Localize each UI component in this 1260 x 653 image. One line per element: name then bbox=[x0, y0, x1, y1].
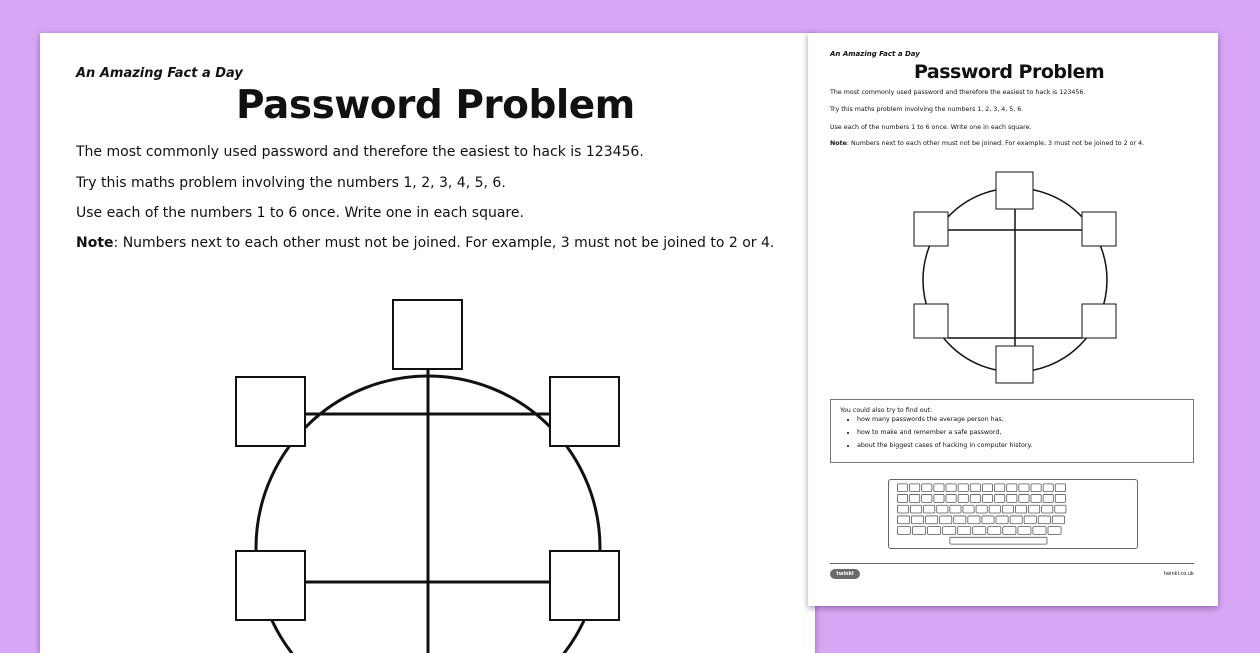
paragraph-instructions: Use each of the numbers 1 to 6 once. Write one in each square. bbox=[76, 205, 524, 221]
keyboard-key bbox=[1052, 516, 1064, 524]
footer-divider bbox=[830, 563, 1194, 564]
paragraph-note bbox=[76, 235, 774, 251]
keyboard-key bbox=[934, 484, 944, 492]
answer-square-top-small bbox=[996, 172, 1033, 209]
keyboard-key bbox=[982, 516, 994, 524]
keyboard-key bbox=[912, 527, 925, 535]
paragraph-maths-problem-small: Try this maths problem involving the numbers 1, 2, 3, 4, 5, 6. bbox=[830, 106, 1024, 113]
page-title: Password Problem bbox=[236, 83, 635, 128]
keyboard-key bbox=[976, 505, 987, 513]
keyboard-key bbox=[897, 495, 907, 503]
keyboard-key bbox=[897, 516, 909, 524]
keyboard-illustration bbox=[888, 479, 1138, 549]
paragraph-password-fact-small: The most commonly used password and therefore the easiest to hack is 123456. bbox=[830, 89, 1086, 96]
paragraph-instructions-small: Use each of the numbers 1 to 6 once. Write one in each square. bbox=[830, 124, 1032, 131]
keyboard-key bbox=[1055, 505, 1066, 513]
footer-website: twinkl.co.uk bbox=[1164, 571, 1194, 577]
keyboard-key bbox=[995, 484, 1005, 492]
answer-square-upper-right-small bbox=[1082, 212, 1116, 246]
keyboard-key bbox=[995, 495, 1005, 503]
keyboard-key bbox=[910, 484, 920, 492]
extension-item: • about the biggest cases of hacking in computer history. bbox=[857, 442, 1032, 449]
answer-square-lower-left bbox=[236, 551, 305, 620]
keyboard-key bbox=[1002, 505, 1013, 513]
keyboard-key bbox=[946, 495, 956, 503]
keyboard-key bbox=[958, 527, 971, 535]
keyboard-key bbox=[934, 495, 944, 503]
paragraph-note-small bbox=[830, 140, 1144, 147]
keyboard-key bbox=[911, 516, 923, 524]
keyboard-key bbox=[989, 505, 1000, 513]
keyboard-key bbox=[1010, 516, 1022, 524]
puzzle-diagram-small bbox=[912, 170, 1118, 386]
keyboard-key bbox=[1024, 516, 1036, 524]
keyboard-key bbox=[982, 495, 992, 503]
keyboard-key bbox=[950, 505, 961, 513]
note-text-small: : Numbers next to each other must not be joined. For example, 3 must not be joined to 2 or 4. bbox=[846, 140, 1145, 147]
keyboard-spacebar bbox=[950, 537, 1047, 544]
answer-square-lower-right-small bbox=[1082, 304, 1116, 338]
puzzle-diagram-large bbox=[230, 296, 620, 653]
keyboard-key bbox=[1015, 505, 1026, 513]
keyboard-key bbox=[943, 527, 956, 535]
keyboard-key bbox=[958, 495, 968, 503]
keyboard-key bbox=[1007, 484, 1017, 492]
keyboard-key bbox=[928, 527, 941, 535]
keyboard-key bbox=[1007, 495, 1017, 503]
worksheet-page-large bbox=[40, 33, 815, 653]
keyboard-key bbox=[1018, 527, 1031, 535]
keyboard-key bbox=[968, 516, 980, 524]
answer-square-upper-left-small bbox=[914, 212, 948, 246]
keyboard-key bbox=[1043, 495, 1053, 503]
keyboard-key bbox=[897, 527, 910, 535]
keyboard-key bbox=[937, 505, 948, 513]
keyboard-key bbox=[922, 495, 932, 503]
keyboard-key bbox=[963, 505, 974, 513]
keyboard-key bbox=[954, 516, 966, 524]
keyboard-key bbox=[1029, 505, 1040, 513]
answer-square-lower-left-small bbox=[914, 304, 948, 338]
keyboard-key bbox=[988, 527, 1001, 535]
keyboard-key bbox=[982, 484, 992, 492]
keyboard-key bbox=[1033, 527, 1046, 535]
paragraph-password-fact: The most commonly used password and therefore the easiest to hack is 123456. bbox=[76, 144, 644, 160]
keyboard-key bbox=[1055, 484, 1065, 492]
extension-list bbox=[847, 416, 1032, 455]
extension-intro: You could also try to find out: bbox=[840, 407, 933, 414]
keyboard-key bbox=[922, 484, 932, 492]
keyboard-key bbox=[940, 516, 952, 524]
page-title-small: Password Problem bbox=[914, 61, 1105, 83]
keyboard-key bbox=[1048, 527, 1061, 535]
keyboard-key bbox=[911, 505, 922, 513]
keyboard-key bbox=[996, 516, 1008, 524]
keyboard-key bbox=[897, 505, 908, 513]
note-text: : Numbers next to each other must not be joined. For example, 3 must not be joined to 2 or 4. bbox=[113, 235, 775, 251]
keyboard-key bbox=[970, 495, 980, 503]
worksheet-page-thumbnail bbox=[808, 33, 1218, 606]
keyboard-key bbox=[897, 484, 907, 492]
answer-square-upper-left bbox=[236, 377, 305, 446]
answer-square-bottom-small bbox=[996, 346, 1033, 383]
keyboard-key bbox=[1042, 505, 1053, 513]
keyboard-key bbox=[1031, 495, 1041, 503]
note-label-small: Note bbox=[830, 140, 847, 147]
keyboard-key bbox=[1038, 516, 1050, 524]
keyboard-key bbox=[946, 484, 956, 492]
extension-item: • how many passwords the average person has, bbox=[857, 416, 1032, 423]
extension-box bbox=[830, 399, 1194, 463]
keyboard-key bbox=[973, 527, 986, 535]
series-label: An Amazing Fact a Day bbox=[76, 66, 243, 81]
answer-square-top bbox=[393, 300, 462, 369]
keyboard-key bbox=[1019, 484, 1029, 492]
keyboard-key bbox=[1019, 495, 1029, 503]
series-label-small: An Amazing Fact a Day bbox=[830, 50, 920, 58]
keyboard-key bbox=[1003, 527, 1016, 535]
note-label: Note bbox=[76, 235, 114, 251]
paragraph-maths-problem: Try this maths problem involving the numbers 1, 2, 3, 4, 5, 6. bbox=[76, 175, 506, 191]
answer-square-lower-right bbox=[550, 551, 619, 620]
twinkl-logo: twinkl bbox=[830, 569, 860, 579]
keyboard-key bbox=[1043, 484, 1053, 492]
keyboard-key bbox=[910, 495, 920, 503]
answer-square-upper-right bbox=[550, 377, 619, 446]
keyboard-key bbox=[926, 516, 938, 524]
keyboard-key bbox=[958, 484, 968, 492]
keyboard-key bbox=[1055, 495, 1065, 503]
keyboard-key bbox=[924, 505, 935, 513]
keyboard-key bbox=[970, 484, 980, 492]
keyboard-key bbox=[1031, 484, 1041, 492]
extension-item: • how to make and remember a safe password, bbox=[857, 429, 1032, 436]
